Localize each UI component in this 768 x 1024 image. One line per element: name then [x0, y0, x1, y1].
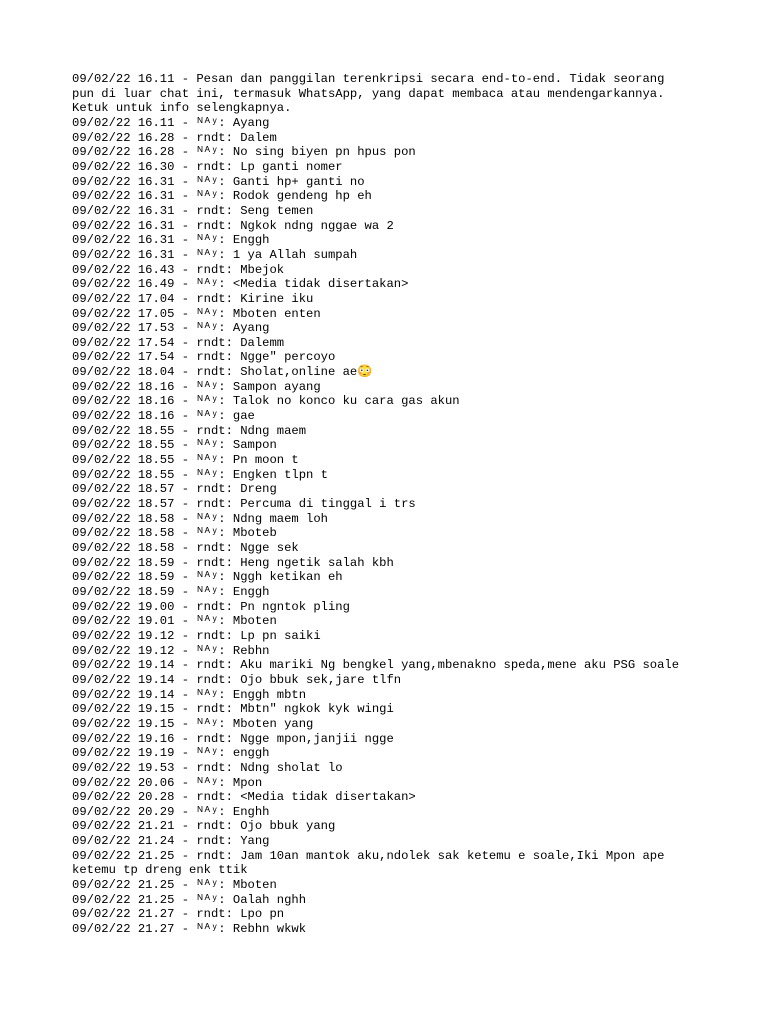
chat-line: 09/02/22 19.12 - rndt: Lp pn saiki — [72, 628, 321, 643]
chat-line: 09/02/22 19.14 - ᴺᴬʸ: Enggh mbtn — [72, 687, 307, 702]
chat-line: 09/02/22 21.25 - rndt: Jam 10an mantok aku,ndolek sak ketemu e soale,Iki Mpon ape — [72, 848, 665, 863]
chat-line: 09/02/22 16.31 - ᴺᴬʸ: Ganti hp+ ganti no — [72, 174, 365, 189]
chat-line: 09/02/22 21.27 - ᴺᴬʸ: Rebhn wkwk — [72, 922, 307, 937]
chat-line: 09/02/22 16.28 - ᴺᴬʸ: No sing biyen pn hpus pon — [72, 145, 416, 160]
chat-line: 09/02/22 16.43 - rndt: Mbejok — [72, 262, 285, 277]
chat-line: 09/02/22 19.01 - ᴺᴬʸ: Mboten — [72, 614, 277, 629]
chat-line: 09/02/22 18.57 - rndt: Percuma di tinggal i trs — [72, 497, 416, 512]
chat-line: 09/02/22 19.15 - ᴺᴬʸ: Mboten yang — [72, 716, 314, 731]
chat-line: 09/02/22 16.31 - rndt: Seng temen — [72, 203, 314, 218]
chat-line: 09/02/22 16.11 - ᴺᴬʸ: Ayang — [72, 115, 270, 130]
chat-line: 09/02/22 18.55 - rndt: Ndng maem — [72, 423, 307, 438]
chat-line: 09/02/22 17.05 - ᴺᴬʸ: Mboten enten — [72, 306, 321, 321]
chat-export-document — [72, 72, 732, 937]
chat-line: 09/02/22 21.21 - rndt: Ojo bbuk yang — [72, 819, 336, 834]
chat-line: 09/02/22 16.11 - Pesan dan panggilan terenkripsi secara end-to-end. Tidak seorang — [72, 72, 665, 86]
chat-line: 09/02/22 16.28 - rndt: Dalem — [72, 130, 277, 145]
chat-line: Ketuk untuk info selengkapnya. — [72, 101, 292, 116]
chat-line: 09/02/22 18.58 - ᴺᴬʸ: Mboteb — [72, 526, 277, 541]
chat-line: 09/02/22 20.06 - ᴺᴬʸ: Mpon — [72, 775, 263, 790]
chat-line: 09/02/22 19.53 - rndt: Ndng sholat lo — [72, 760, 343, 775]
chat-line: 09/02/22 21.27 - rndt: Lpo pn — [72, 907, 285, 922]
chat-line: 09/02/22 19.12 - ᴺᴬʸ: Rebhn — [72, 643, 270, 658]
chat-line: 09/02/22 17.04 - rndt: Kirine iku — [72, 291, 314, 306]
chat-line: 09/02/22 18.16 - ᴺᴬʸ: Talok no konco ku cara gas akun — [72, 394, 460, 409]
chat-line: 09/02/22 17.54 - rndt: Ngge" percoyo — [72, 350, 336, 365]
chat-line: 09/02/22 17.53 - ᴺᴬʸ: Ayang — [72, 321, 270, 336]
chat-line: 09/02/22 18.58 - ᴺᴬʸ: Ndng maem loh — [72, 511, 328, 526]
chat-line: 09/02/22 21.25 - ᴺᴬʸ: Oalah nghh — [72, 892, 307, 907]
chat-line: 09/02/22 16.31 - ᴺᴬʸ: Rodok gendeng hp eh — [72, 189, 372, 204]
chat-line: ketemu tp dreng enk ttik — [72, 863, 248, 878]
chat-line: 09/02/22 18.55 - ᴺᴬʸ: Engken tlpn t — [72, 467, 328, 482]
chat-line: 09/02/22 19.00 - rndt: Pn ngntok pling — [72, 599, 350, 614]
chat-line: 09/02/22 18.59 - rndt: Heng ngetik salah kbh — [72, 555, 394, 570]
chat-line: 09/02/22 18.55 - ᴺᴬʸ: Pn moon t — [72, 453, 299, 468]
chat-line: 09/02/22 19.19 - ᴺᴬʸ: enggh — [72, 746, 270, 761]
chat-line: 09/02/22 18.59 - ᴺᴬʸ: Enggh — [72, 584, 270, 599]
chat-line: 09/02/22 20.28 - rndt: <Media tidak disertakan> — [72, 790, 416, 805]
chat-line: 09/02/22 18.58 - rndt: Ngge sek — [72, 541, 299, 555]
chat-line: 09/02/22 19.14 - rndt: Ojo bbuk sek,jare tlfn — [72, 672, 402, 687]
chat-line: 09/02/22 19.16 - rndt: Ngge mpon,janjii ngge — [72, 731, 394, 746]
chat-line: 09/02/22 19.14 - rndt: Aku mariki Ng bengkel yang,mbenakno speda,mene aku PSG soale — [72, 658, 680, 673]
chat-line: 09/02/22 19.15 - rndt: Mbtn" ngkok kyk wingi — [72, 702, 394, 717]
chat-line: 09/02/22 21.25 - ᴺᴬʸ: Mboten — [72, 878, 277, 893]
chat-line: 09/02/22 16.30 - rndt: Lp ganti nomer — [72, 159, 343, 174]
chat-line: pun di luar chat ini, termasuk WhatsApp, yang dapat membaca atau mendengarkannya. — [72, 86, 665, 101]
chat-line: 09/02/22 18.57 - rndt: Dreng — [72, 482, 277, 497]
chat-line: 09/02/22 18.04 - rndt: Sholat,online ae😳 — [72, 365, 373, 380]
chat-line: 09/02/22 17.54 - rndt: Dalemm — [72, 335, 285, 350]
chat-line: 09/02/22 16.31 - rndt: Ngkok ndng nggae wa 2 — [72, 218, 394, 233]
chat-line: 09/02/22 16.49 - ᴺᴬʸ: <Media tidak disertakan> — [72, 277, 409, 292]
chat-line: 09/02/22 16.31 - ᴺᴬʸ: Enggh — [72, 233, 270, 248]
chat-line: 09/02/22 21.24 - rndt: Yang — [72, 834, 270, 849]
chat-line: 09/02/22 18.16 - ᴺᴬʸ: gae — [72, 409, 255, 424]
chat-line: 09/02/22 18.59 - ᴺᴬʸ: Nggh ketikan eh — [72, 570, 343, 585]
chat-line: 09/02/22 18.55 - ᴺᴬʸ: Sampon — [72, 438, 277, 453]
chat-line: 09/02/22 16.31 - ᴺᴬʸ: 1 ya Allah sumpah — [72, 247, 358, 262]
chat-line: 09/02/22 18.16 - ᴺᴬʸ: Sampon ayang — [72, 379, 321, 394]
chat-line: 09/02/22 20.29 - ᴺᴬʸ: Enghh — [72, 804, 270, 819]
